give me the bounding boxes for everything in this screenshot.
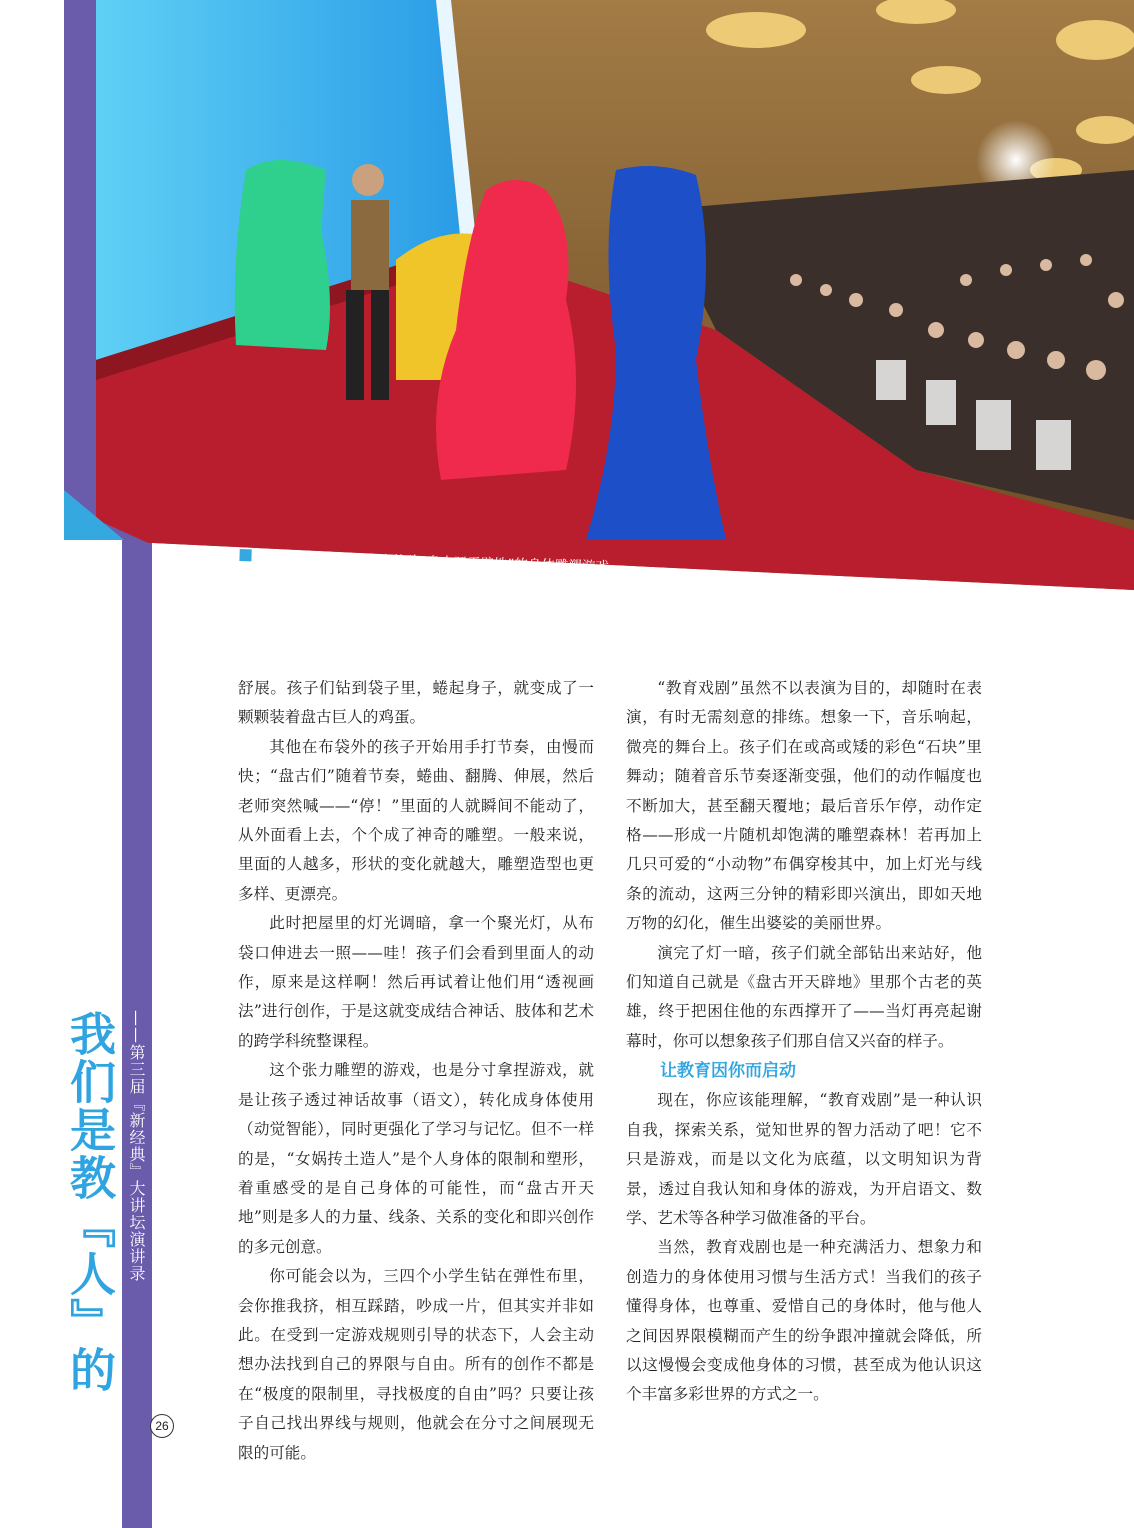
side-subtitle: ——第三届『新经典』大讲坛演讲录 — [127, 1010, 146, 1282]
accent-triangle — [64, 490, 124, 540]
paragraph: 现在，你应该能理解，“教育戏剧”是一种认识自我，探索关系，觉知世界的智力活动了吧！它不只是游戏，而是以文化为底蕴，以文明知识为背景，透过自我认知和身体的游戏，为开启语文、数学、艺术等各种学习做准备的平台。 — [626, 1091, 982, 1227]
paragraph: 舒展。孩子们钻到袋子里，蜷起身子，就变成了一颗颗装着盘古巨人的鸡蛋。 — [238, 679, 594, 727]
column-right — [626, 674, 982, 1410]
paragraph: 当然，教育戏剧也是一种充满活力、想象力和创造力的身体使用习惯与生活方式！当我们的孩子懂得身体，也尊重、爱惜自己的身体时，他与他人之间因界限模糊而产生的纷争跟冲撞就会降低，所以这慢慢会变成他身体的习惯，甚至成为他认识这个丰富多彩世界的方式之一。 — [626, 1238, 982, 1404]
column-left — [238, 674, 594, 1468]
paragraph: 你可能会以为，三四个小学生钻在弹性布里，会你推我挤，相互踩踏，吵成一片，但其实并非如此。在受到一定游戏规则引导的状态下，人会主动想办法找到自己的界限与自由。所有的创作不都是在“极度的限制里，寻找极度的自由”吗？只要让孩子自己找出界线与规则，他就会在分寸之间展现无限的可能。 — [238, 1267, 594, 1462]
paragraph: 演完了灯一暗，孩子们就全部钻出来站好，他们知道自己就是《盘古开天辟地》里那个古老的英雄，终于把困住他的东西撑开了——当灯再亮起谢幕时，你可以想象孩子们那自信又兴奋的样子。 — [626, 943, 982, 1050]
side-title: 我们是教『人』的 — [63, 1010, 117, 1394]
paragraph: “教育戏剧”虽然不以表演为目的，却随时在表演，有时无需刻意的排练。想象一下，音乐响起，微亮的舞台上。孩子们在或高或矮的彩色“石块”里舞动；随着音乐节奏逐渐变强，他们的动作幅度也不断加大，甚至翻天覆地；最后音乐乍停，动作定格——形成一片随机却饱满的雕塑森林！若再加上几只可爱的“小动物”布偶穿梭其中，加上灯光与线条的流动，这两三分钟的精彩即兴演出，即如天地万物的幻化，催生出婆娑的美丽世界。 — [626, 679, 982, 933]
section-heading: 让教育因你而启动 — [660, 1061, 796, 1082]
paragraph: 此时把屋里的灯光调暗，拿一个聚光灯，从布袋口伸进去一照——哇！孩子们会看到里面人的动作，原来是这样啊！然后再试着让他们用“透视画法”进行创作，于是这就变成结合神话、肢体和艺术的跨学科统整课程。 — [238, 914, 594, 1050]
page-number: 26 — [150, 1414, 174, 1438]
stage-photo — [96, 0, 1134, 590]
paragraph: 这个张力雕塑的游戏，也是分寸拿捏游戏，就是让孩子透过神话故事（语文），转化成身体使用（动觉智能），同时更强化了学习与记忆。但不一样的是，“女娲抟土造人”是个人身体的限制和塑形，着重感受的是自己身体的可能性，而“盘古开天地”则是多人的力量、线条、关系的变化和即兴创作的多元创意。 — [238, 1061, 594, 1256]
caption-text: 演讲现场，老师们上台体验“盘古开天辟地”的身体雕塑游戏。 — [257, 549, 623, 576]
caption-square-icon — [239, 549, 251, 561]
paragraph: 其他在布袋外的孩子开始用手打节奏，由慢而快；“盘古们”随着节奏，蜷曲、翻腾、伸展，然后老师突然喊——“停！”里面的人就瞬间不能动了，从外面看上去，个个成了神奇的雕塑。一般来说，里面的人越多，形状的变化就越大，雕塑造型也更多样、更漂亮。 — [238, 737, 594, 903]
